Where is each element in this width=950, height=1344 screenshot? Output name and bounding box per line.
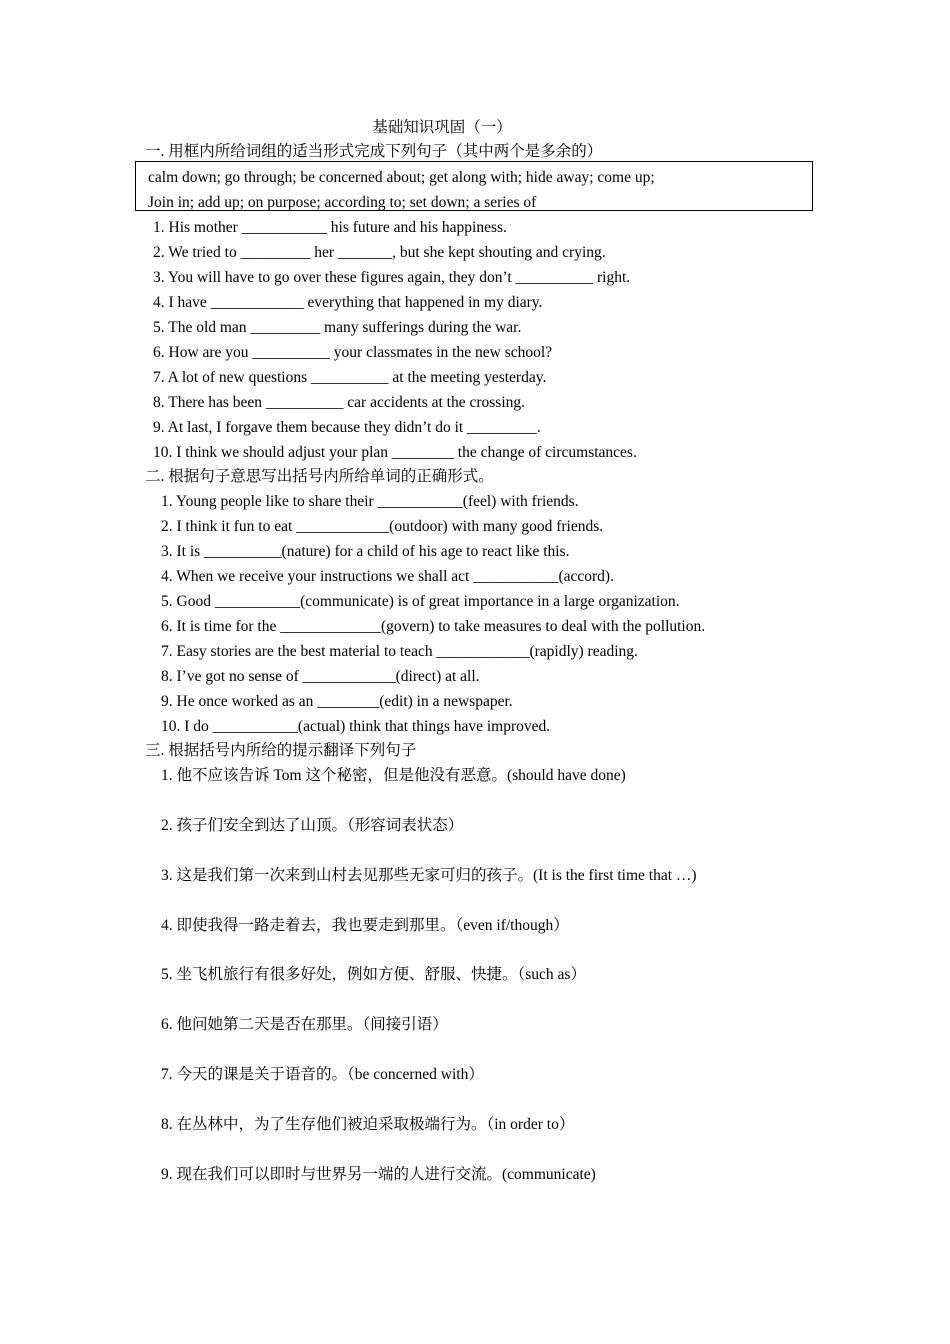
section3-item-8: 8. 在丛林中，为了生存他们被迫采取极端行为。（in order to）	[161, 1116, 575, 1133]
section3-item-9: 9. 现在我们可以即时与世界另一端的人进行交流。(communicate)	[161, 1166, 596, 1183]
section3-item-6: 6. 他问她第二天是否在那里。（间接引语）	[161, 1016, 448, 1033]
section2-item-7: 7. Easy stories are the best material to teach ____________(rapidly) reading.	[161, 643, 638, 660]
section1-heading: 一. 用框内所给词组的适当形式完成下列句子（其中两个是多余的）	[145, 143, 603, 160]
section2-item-3: 3. It is __________(nature) for a child of his age to react like this.	[161, 543, 570, 560]
section1-item-3: 3. You will have to go over these figures again, they don’t __________ right.	[153, 269, 631, 286]
word-box-line-2: Join in; add up; on purpose; according to; set down; a series of	[148, 194, 537, 211]
section3-item-1: 1. 他不应该告诉 Tom 这个秘密，但是他没有恶意。(should have done)	[161, 767, 626, 784]
section1-item-6: 6. How are you __________ your classmates in the new school?	[153, 344, 553, 361]
section1-item-10: 10. I think we should adjust your plan ________ the change of circumstances.	[153, 444, 637, 461]
section2-item-1: 1. Young people like to share their ___________(feel) with friends.	[161, 493, 579, 510]
section2-item-4: 4. When we receive your instructions we shall act ___________(accord).	[161, 568, 614, 585]
section3-item-2: 2. 孩子们安全到达了山顶。（形容词表状态）	[161, 817, 464, 834]
section1-item-9: 9. At last, I forgave them because they didn’t do it _________.	[153, 419, 541, 436]
section2-item-9: 9. He once worked as an ________(edit) in a newspaper.	[161, 693, 513, 710]
page-title: 基础知识巩固（一）	[372, 119, 512, 136]
section2-item-8: 8. I’ve got no sense of ____________(direct) at all.	[161, 668, 480, 685]
section1-item-5: 5. The old man _________ many sufferings during the war.	[153, 319, 522, 336]
section2-item-10: 10. I do ___________(actual) think that things have improved.	[161, 718, 551, 735]
section2-item-6: 6. It is time for the _____________(govern) to take measures to deal with the pollution.	[161, 618, 706, 635]
section1-item-1: 1. His mother ___________ his future and his happiness.	[153, 219, 507, 236]
section2-item-2: 2. I think it fun to eat ____________(outdoor) with many good friends.	[161, 518, 604, 535]
section1-item-8: 8. There has been __________ car accidents at the crossing.	[153, 394, 526, 411]
section3-heading: 三. 根据括号内所给的提示翻译下列句子	[145, 742, 417, 759]
section2-heading: 二. 根据句子意思写出括号内所给单词的正确形式。	[145, 468, 494, 485]
section3-item-5: 5. 坐飞机旅行有很多好处，例如方便、舒服、快捷。（such as）	[161, 966, 586, 983]
word-box	[135, 161, 813, 211]
word-box-line-1: calm down; go through; be concerned about; get along with; hide away; come up;	[148, 169, 655, 186]
section1-item-4: 4. I have ____________ everything that happened in my diary.	[153, 294, 543, 311]
section1-item-7: 7. A lot of new questions __________ at the meeting yesterday.	[153, 369, 547, 386]
section3-item-4: 4. 即使我得一路走着去，我也要走到那里。（even if/though）	[161, 917, 569, 934]
section3-item-7: 7. 今天的课是关于语音的。（be concerned with）	[161, 1066, 484, 1083]
section2-item-5: 5. Good ___________(communicate) is of great importance in a large organization.	[161, 593, 680, 610]
section1-item-2: 2. We tried to _________ her _______, but she kept shouting and crying.	[153, 244, 606, 261]
section3-item-3: 3. 这是我们第一次来到山村去见那些无家可归的孩子。(It is the first time that …)	[161, 867, 697, 884]
